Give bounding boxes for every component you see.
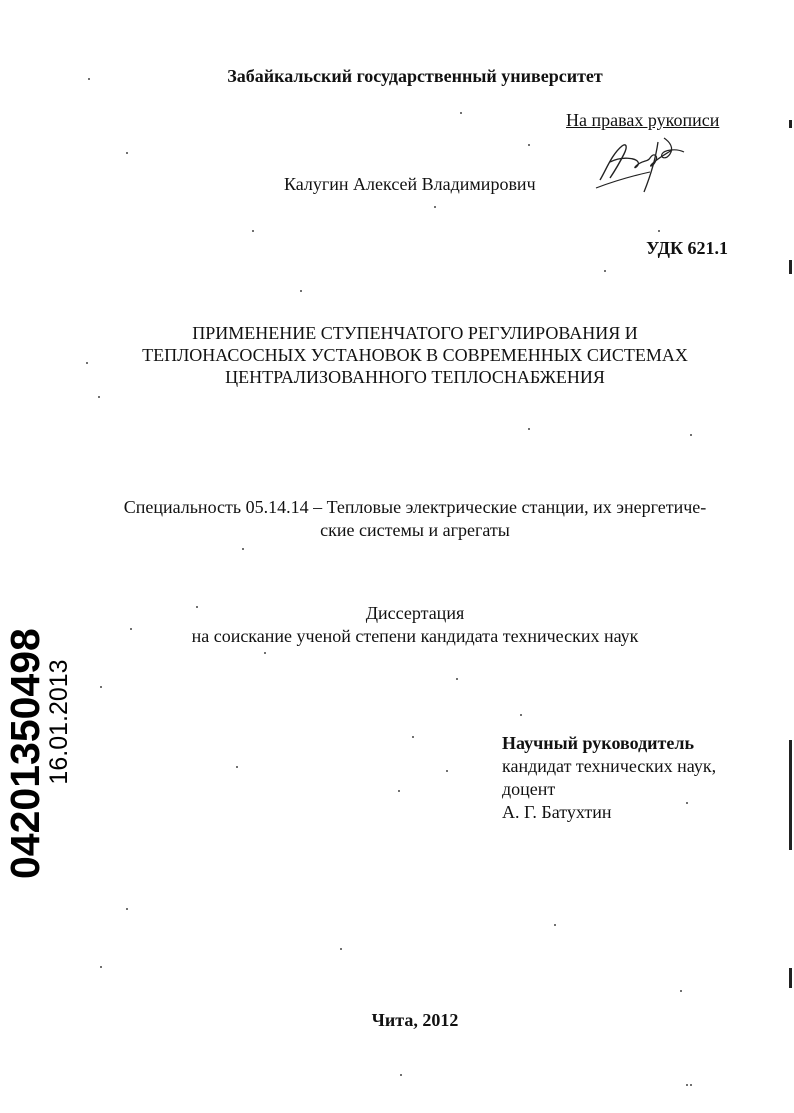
scan-speck xyxy=(456,678,458,680)
scan-speck xyxy=(604,270,606,272)
scan-speck xyxy=(680,990,682,992)
specialty-block xyxy=(0,496,794,542)
dissertation-title xyxy=(0,322,794,388)
scan-speck xyxy=(658,230,660,232)
title-line: ЦЕНТРАЛИЗОВАННОГО ТЕПЛОСНАБЖЕНИЯ xyxy=(225,367,605,387)
specialty-line: ские системы и агрегаты xyxy=(320,520,510,540)
scan-speck xyxy=(690,434,692,436)
scan-speck xyxy=(528,144,530,146)
scan-speck xyxy=(520,714,522,716)
scan-speck xyxy=(398,790,400,792)
scan-edge-mark xyxy=(789,120,792,128)
scan-speck xyxy=(86,362,88,364)
scan-speck xyxy=(242,548,244,550)
specialty-line: Специальность 05.14.14 – Тепловые электрические станции, их энергетиче- xyxy=(123,497,707,517)
scan-speck xyxy=(236,766,238,768)
degree-line: на соискание ученой степени кандидата технических наук xyxy=(191,626,639,646)
scan-speck xyxy=(264,652,266,654)
scan-speck xyxy=(196,606,198,608)
supervisor-name: А. Г. Батухтин xyxy=(502,802,612,822)
city-year: Чита, 2012 xyxy=(371,1010,459,1030)
scan-speck xyxy=(460,112,462,114)
supervisor-rank: доцент xyxy=(502,779,556,799)
udc-code: УДК 621.1 xyxy=(646,238,728,258)
scan-speck xyxy=(100,966,102,968)
manuscript-rights-note: На правах рукописи xyxy=(566,110,720,130)
scan-speck xyxy=(434,206,436,208)
scan-speck xyxy=(130,628,132,630)
university-name: Забайкальский государственный университет xyxy=(227,66,603,86)
scan-speck xyxy=(126,908,128,910)
scan-speck xyxy=(300,290,302,292)
library-stamp-code: 04201350498 xyxy=(2,628,48,879)
scan-speck xyxy=(400,1074,402,1076)
supervisor-degree: кандидат технических наук, xyxy=(502,756,717,776)
dissertation-label: Диссертация xyxy=(365,603,465,623)
scan-speck xyxy=(126,152,128,154)
scan-speck xyxy=(686,802,688,804)
degree-statement xyxy=(0,602,794,648)
scan-speck xyxy=(98,396,100,398)
scan-edge-mark xyxy=(789,968,792,988)
scan-speck xyxy=(554,924,556,926)
scan-speck xyxy=(88,78,90,80)
scan-speck xyxy=(686,1084,688,1086)
signature-image xyxy=(592,132,692,194)
scan-edge-mark xyxy=(789,260,792,274)
author-name: Калугин Алексей Владимирович xyxy=(284,174,536,194)
scan-edge-mark xyxy=(789,740,792,850)
title-line: ТЕПЛОНАСОСНЫХ УСТАНОВОК В СОВРЕМЕННЫХ СИСТЕМАХ xyxy=(142,345,688,365)
scan-speck xyxy=(340,948,342,950)
supervisor-label: Научный руководитель xyxy=(502,733,694,753)
library-stamp-date: 16.01.2013 xyxy=(45,659,73,785)
scan-speck xyxy=(100,686,102,688)
scan-speck xyxy=(446,770,448,772)
scan-speck xyxy=(252,230,254,232)
scan-speck xyxy=(528,428,530,430)
title-line: ПРИМЕНЕНИЕ СТУПЕНЧАТОГО РЕГУЛИРОВАНИЯ И xyxy=(192,323,638,343)
scan-speck xyxy=(690,1084,692,1086)
supervisor-block xyxy=(502,732,716,824)
scan-speck xyxy=(412,736,414,738)
